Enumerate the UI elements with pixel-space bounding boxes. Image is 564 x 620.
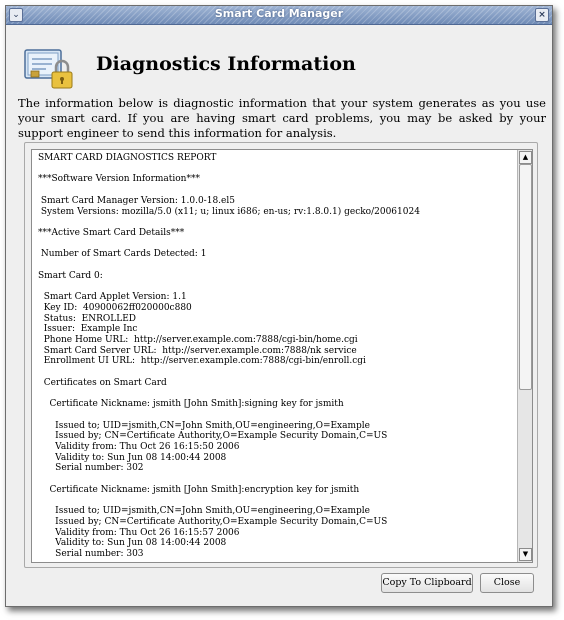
close-icon[interactable]: ×	[535, 8, 549, 22]
close-button[interactable]: Close	[480, 573, 534, 593]
vertical-scrollbar[interactable]	[517, 150, 532, 562]
window-title: Smart Card Manager	[214, 7, 344, 20]
chevron-down-icon[interactable]: ⌄	[9, 8, 23, 22]
report-text: SMART CARD DIAGNOSTICS REPORT ***Software Version Information*** Smart Card Manager Version: 1.0.0-18.el5 System Versions: mozilla/5.0 (x11; u; linux i686; en-us; rv:1.8.0.1) gecko/20061024 ***Active Smart Card Details*** Number of Smart Cards Detected: 1 Smart Card 0: Smart Card Applet Version: 1.1 Key ID: 40900062ff020000c880 Status: ENROLLED Issuer: Example Inc Phone Home URL: http://server.example.com:7888/cgi-bin/home.cgi Smart Card Server URL: http://server.example.com:7888/nk service Enrollment UI URL: http://server.example.com:7888/cgi-bin/enroll.cgi Certificates on Smart Card Certificate Nickname: jsmith [John Smith]:signing key for jsmith Issued to; UID=jsmith,CN=John Smith,OU=engineering,O=Example Issued by; CN=Certificate Authority,O=Example Security Domain,C=US Validity from: Thu Oct 26 16:15:50 2006 Validity to: Sun Jun 08 14:00:44 2008 Serial number: 302 Certificate Nickname: jsmith [John Smith]:encryption key for jsmith Issued to; UID=jsmith,CN=John Smith,OU=engineering,O=Example Issued by; CN=Certificate Authority,O=Example Security Domain,C=US Validity from: Thu Oct 26 16:15:57 2006 Validity to: Sun Jun 08 14:00:44 2008 Serial number: 303	[38, 153, 420, 560]
title-bar[interactable]	[6, 6, 552, 25]
page-title: Diagnostics Information	[96, 53, 356, 75]
arrow-up-icon[interactable]: ▲	[519, 151, 532, 164]
smart-card-manager-window	[5, 5, 553, 607]
description-text: The information below is diagnostic information that your system generates as you use your smart card. If you are having smart card problems, you may be asked by your support engineer to send this information for analysis.	[18, 96, 546, 140]
scrollbar-thumb[interactable]	[519, 164, 532, 390]
copy-to-clipboard-button[interactable]: Copy To Clipboard	[381, 573, 473, 593]
report-frame	[24, 142, 538, 568]
report-content[interactable]	[32, 150, 512, 562]
smart-card-lock-icon	[22, 44, 74, 92]
report-text-area[interactable]	[31, 149, 533, 563]
arrow-down-icon[interactable]: ▼	[519, 548, 532, 561]
